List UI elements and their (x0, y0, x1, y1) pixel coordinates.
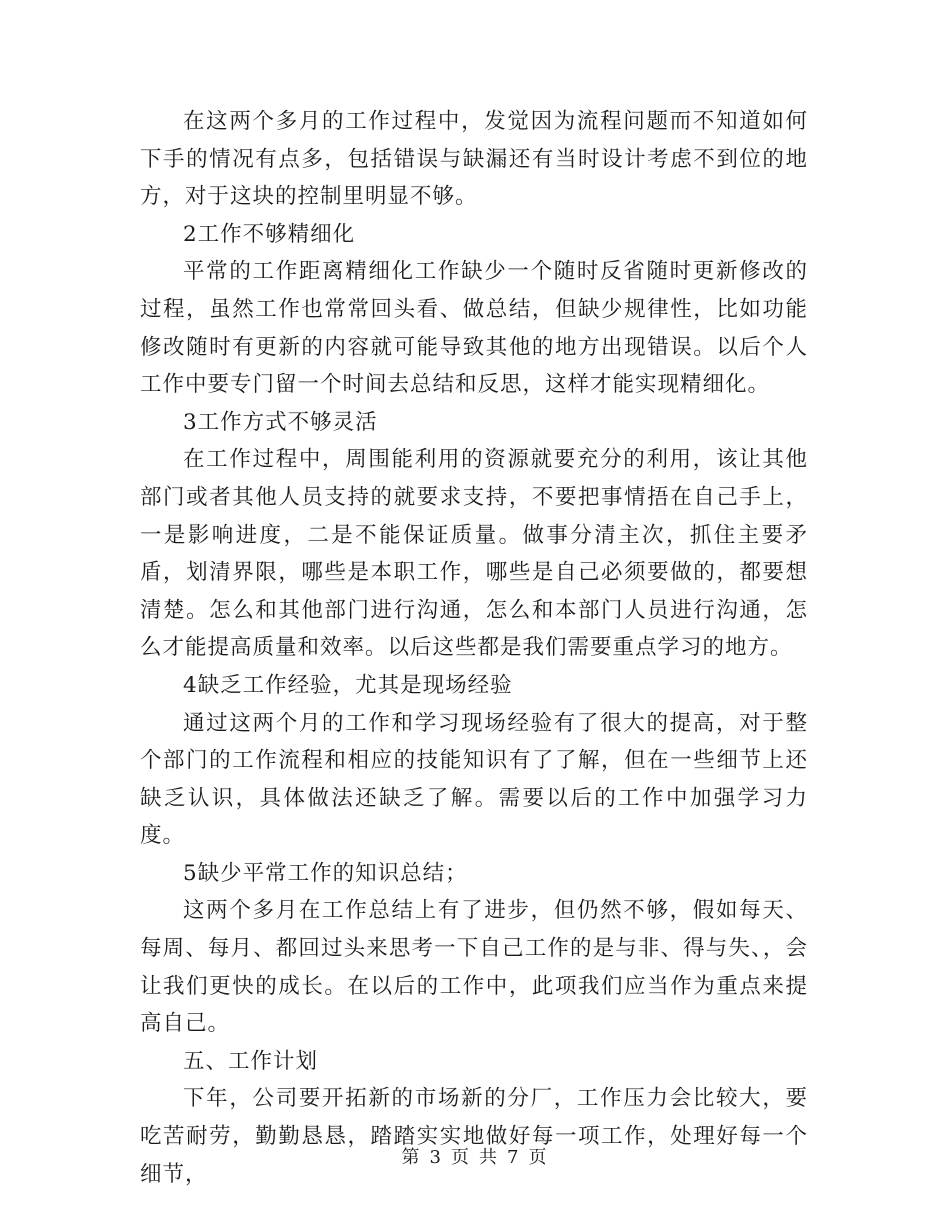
section-heading: 五、工作计划 (183, 1048, 319, 1074)
paragraph: 这两个多月在工作总结上有了进步，但仍然不够，假如每天、每周、每月、都回过头来思考一下自己工作的是与非、得与失、，会让我们更快的成长。在以后的工作中，此项我们应当作为重点来提高自己。 (140, 898, 808, 1037)
section-heading: 5缺少平常工作的知识总结； (183, 860, 468, 886)
document-body (140, 103, 808, 1193)
footer-label-gong: 共 (479, 1147, 499, 1168)
footer-label-ye-2: 页 (528, 1147, 549, 1168)
paragraph: 下年，公司要开拓新的市场新的分厂，工作压力会比较大，要吃苦耐劳，勤勤恳恳，踏踏实实地做好每一项工作，处理好每一个细节， (140, 1086, 808, 1187)
paragraph: 通过这两个月的工作和学习现场经验有了很大的提高，对于整个部门的工作流程和相应的技能知识有了了解，但在一些细节上还缺乏认识，具体做法还缺乏了解。需要以后的工作中加强学习力度。 (140, 710, 808, 849)
footer-total-pages: 7 (507, 1147, 521, 1168)
paragraph: 在这两个多月的工作过程中，发觉因为流程问题而不知道如何下手的情况有点多，包括错误与缺漏还有当时设计考虑不到位的地方，对于这块的控制里明显不够。 (140, 109, 808, 210)
section-heading: 2工作不够精细化 (183, 221, 356, 247)
footer-label-ye: 页 (451, 1147, 471, 1168)
paragraph: 在工作过程中，周围能利用的资源就要充分的利用，该让其他部门或者其他人员支持的就要求支持，不要把事情捂在自己手上，一是影响进度，二是不能保证质量。做事分清主次，抓住主要矛盾，划清界限，哪些是本职工作，哪些是自己必须要做的，都要想清楚。怎么和其他部门进行沟通，怎么和本部门人员进行沟通，怎么才能提高质量和效率。以后这些都是我们需要重点学习的地方。 (140, 447, 808, 661)
section-heading: 3工作方式不够灵活 (183, 409, 378, 435)
section-heading: 4缺乏工作经验，尤其是现场经验 (183, 672, 513, 698)
footer-current-page: 3 (429, 1147, 443, 1168)
page-footer (0, 1143, 950, 1169)
footer-label-di: 第 (401, 1147, 422, 1168)
paragraph: 平常的工作距离精细化工作缺少一个随时反省随时更新修改的过程，虽然工作也常常回头看、做总结，但缺少规律性，比如功能修改随时有更新的内容就可能导致其他的地方出现错误。以后个人工作中要专门留一个时间去总结和反思，这样才能实现精细化。 (140, 259, 808, 398)
